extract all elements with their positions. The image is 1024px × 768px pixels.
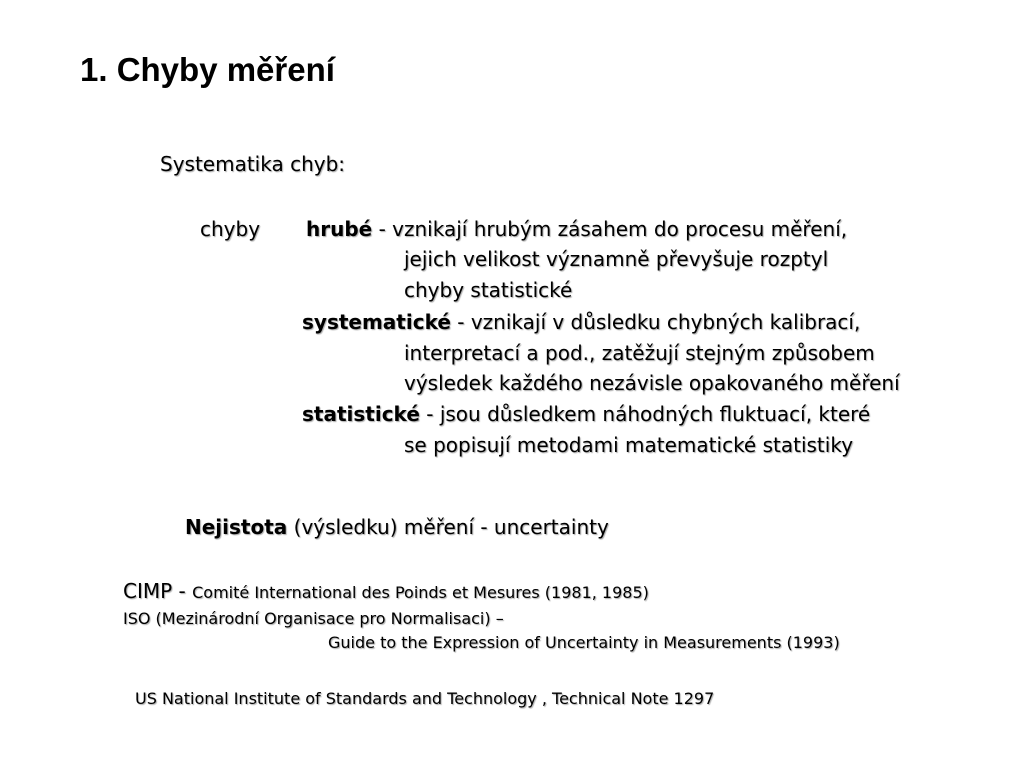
systematicke-line1 [302, 307, 860, 337]
nejistota-term: Nejistota [185, 515, 288, 539]
hrube-line1 [306, 214, 847, 244]
nist-line: US National Institute of Standards and Technology , Technical Note 1297 [135, 689, 715, 708]
hrube-line3: chyby statistické [404, 278, 573, 302]
nejistota-line [185, 512, 609, 542]
systematika-heading: Systematika chyb: [160, 152, 346, 176]
statisticke-desc: - jsou důsledkem náhodných fluktuací, které [419, 402, 871, 426]
hrube-desc: - vznikají hrubým zásahem do procesu měření, [372, 217, 848, 241]
iso-line1: ISO (Mezinárodní Organisace pro Normalisaci) – [123, 609, 504, 628]
statisticke-line2: se popisují metodami matematické statistiky [404, 433, 854, 457]
nejistota-rest: (výsledku) měření - uncertainty [287, 515, 609, 539]
iso-line2: Guide to the Expression of Uncertainty in Measurements (1993) [328, 633, 840, 652]
hrube-line2: jejich velikost významně převyšuje rozptyl [404, 247, 829, 271]
systematicke-desc: - vznikají v důsledku chybných kalibrací, [450, 310, 861, 334]
hrube-term: hrubé [306, 217, 373, 241]
statisticke-term: statistické [302, 402, 420, 426]
systematicke-line3: výsledek každého nezávisle opakovaného měření [404, 371, 900, 395]
slide-title: 1. Chyby měření [80, 51, 335, 88]
statisticke-line1 [302, 399, 870, 429]
systematicke-line2: interpretací a pod., zatěžují stejným způsobem [404, 341, 875, 365]
cimp-line [123, 576, 649, 606]
cimp-full: Comité International des Poinds et Mesures (1981, 1985) [192, 583, 649, 602]
chyby-label: chyby [200, 217, 261, 241]
cimp-label: CIMP - [123, 579, 193, 603]
systematicke-term: systematické [302, 310, 451, 334]
